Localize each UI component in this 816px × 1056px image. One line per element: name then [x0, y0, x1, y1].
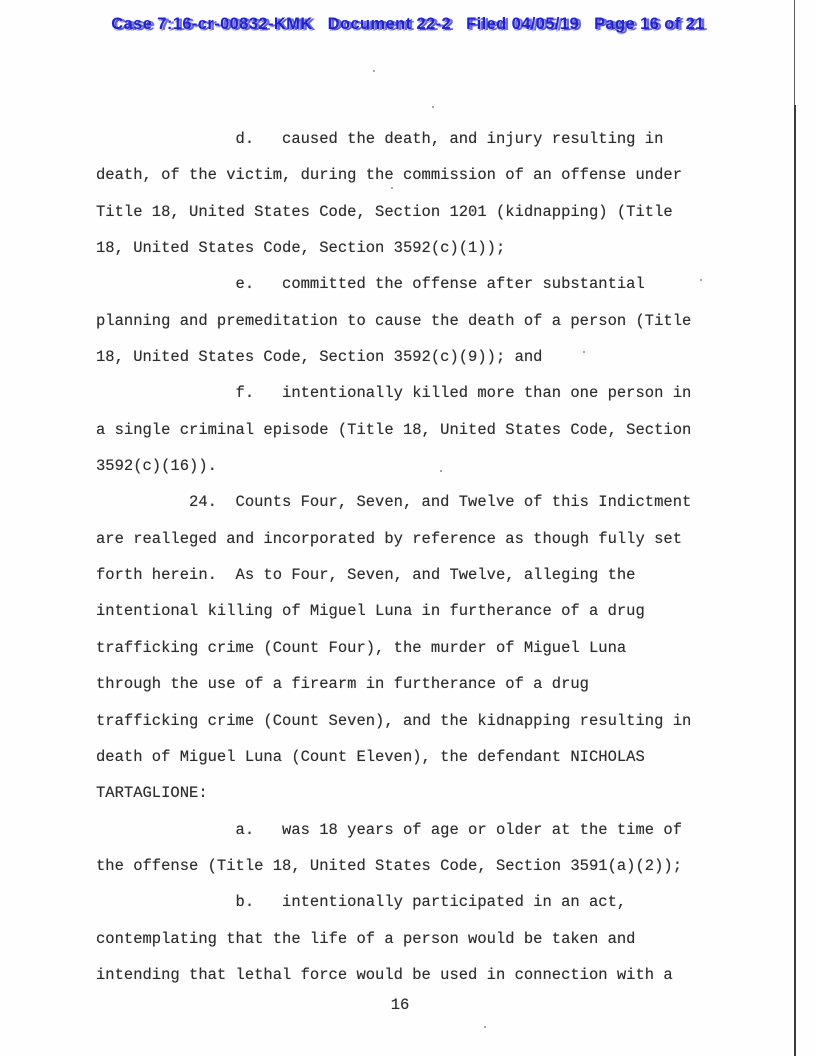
document-line: a. was 18 years of age or older at the time of [96, 820, 682, 839]
document-line: trafficking crime (Count Four), the murder of Miguel Luna [96, 638, 627, 657]
scan-artifact-dot [440, 470, 442, 472]
case-number: Case 7:16-cr-00832-KMK [111, 15, 313, 33]
scan-artifact-dot [432, 106, 434, 108]
document-line: trafficking crime (Count Seven), and the kidnapping resulting in [96, 711, 692, 730]
document-line: forth herein. As to Four, Seven, and Twelve, alleging the [96, 566, 636, 585]
document-line: are realleged and incorporated by reference as though fully set [96, 529, 682, 548]
document-line: intentional killing of Miguel Luna in furtherance of a drug [96, 602, 645, 621]
document-line: the offense (Title 18, United States Code, Section 3591(a)(2)); [96, 856, 682, 875]
document-line: d. caused the death, and injury resulting in [96, 130, 664, 148]
document-line: TARTAGLIONE: [96, 784, 208, 803]
filed-date: Filed 04/05/19 [466, 15, 580, 33]
document-line: e. committed the offense after substantial [96, 275, 645, 294]
document-line: death, of the victim, during the commission of an offense under [96, 166, 682, 185]
document-line: 3592(c)(16)). [96, 457, 217, 476]
document-line: b. intentionally participated in an act, [96, 893, 627, 912]
document-number: Document 22-2 [327, 15, 452, 33]
document-line: Title 18, United States Code, Section 1201 (kidnapping) (Title [96, 202, 673, 221]
scan-artifact-dot [583, 351, 585, 353]
document-line: contemplating that the life of a person would be taken and [96, 929, 636, 948]
scan-artifact-dot [373, 70, 375, 72]
document-line: planning and premeditation to cause the death of a person (Title [96, 311, 692, 330]
pacer-header [0, 15, 816, 34]
scan-edge-line-thick [794, 105, 796, 1056]
page-count: Page 16 of 21 [594, 15, 705, 33]
scan-artifact-dot [391, 187, 393, 189]
page-number: 16 [390, 996, 410, 1014]
document-body-text [96, 121, 691, 993]
document-line: through the use of a firearm in furtherance of a drug [96, 675, 589, 694]
document-line: intending that lethal force would be used in connection with a [96, 965, 673, 984]
scan-artifact-dot [484, 1026, 486, 1028]
document-line: 24. Counts Four, Seven, and Twelve of this Indictment [96, 493, 692, 512]
document-line: a single criminal episode (Title 18, United States Code, Section [96, 420, 692, 439]
document-line: 18, United States Code, Section 3592(c)(1)); [96, 239, 506, 258]
document-line: f. intentionally killed more than one person in [96, 384, 692, 403]
document-line: death of Miguel Luna (Count Eleven), the defendant NICHOLAS [96, 747, 645, 766]
scan-artifact-dot [700, 279, 702, 281]
document-line: 18, United States Code, Section 3592(c)(9)); and [96, 348, 543, 367]
